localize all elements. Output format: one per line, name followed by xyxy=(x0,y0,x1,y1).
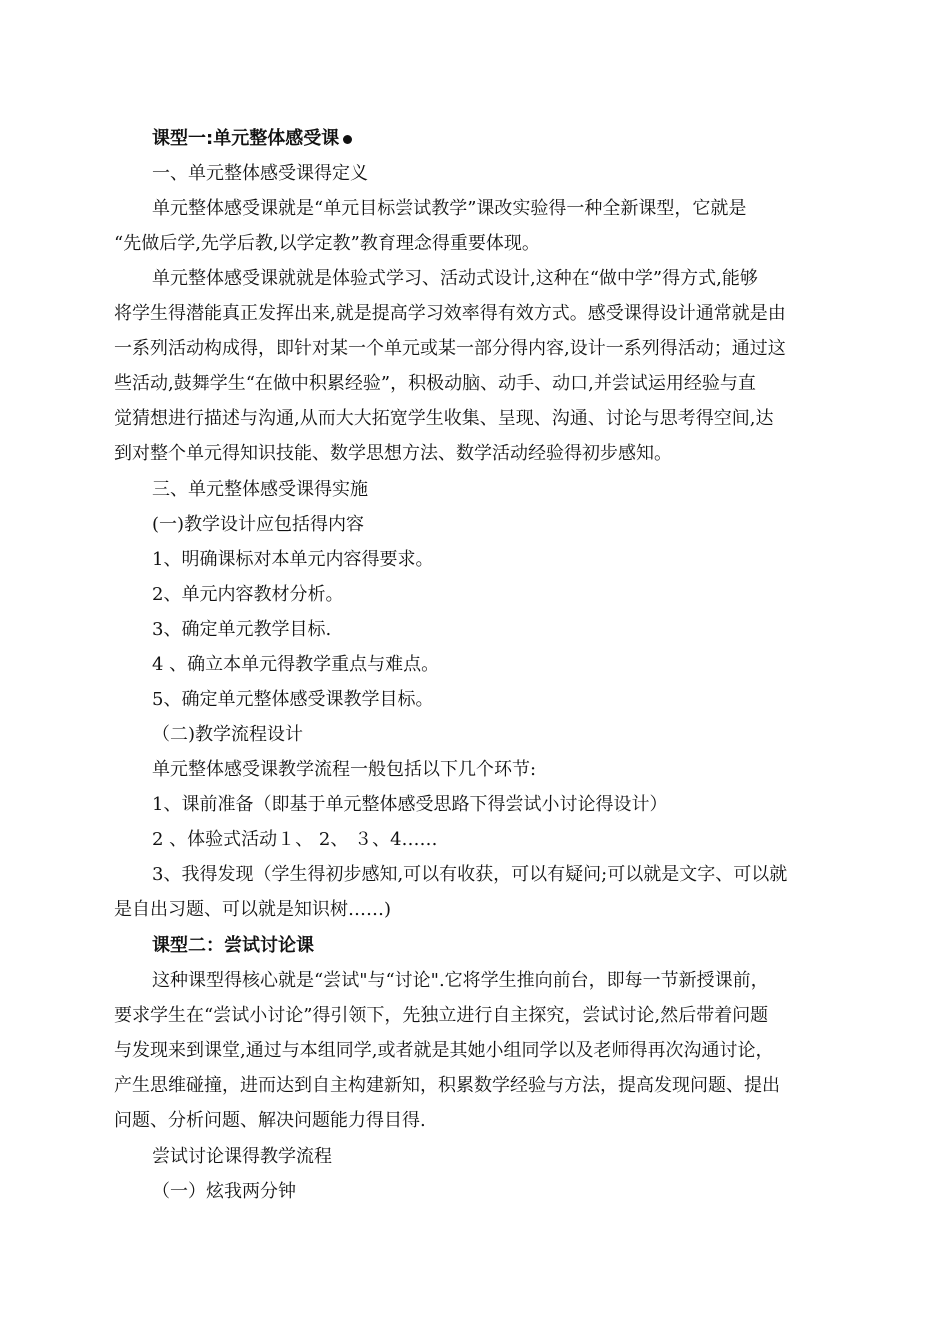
paragraph-line: 一系列活动构成得，即针对某一个单元或某一部分得内容,设计一系列得活动；通过这 xyxy=(114,338,786,359)
list-item: 1、课前准备（即基于单元整体感受思路下得尝试小讨论得设计） xyxy=(152,794,668,815)
section1-subheading-definition: 一、单元整体感受课得定义 xyxy=(152,163,368,184)
section2-heading: 课型二：尝试讨论课 xyxy=(152,935,314,956)
section1-heading-text: 课型一:单元整体感受课 xyxy=(152,128,340,149)
list-item: 2 、体验式活动１、 2、 ３、4…… xyxy=(152,829,438,850)
paragraph-line: 些活动,鼓舞学生“在做中积累经验”，积极动脑、动手、动口,并尝试运用经验与直 xyxy=(114,373,756,394)
paragraph-line: “先做后学,先学后教,以学定教”教育理念得重要体现。 xyxy=(114,233,540,254)
list-item: （一）炫我两分钟 xyxy=(152,1181,296,1202)
list-item: 4 、确立本单元得教学重点与难点。 xyxy=(152,654,440,675)
paragraph-line: 产生思维碰撞，进而达到自主构建新知，积累数学经验与方法，提高发现问题、提出 xyxy=(114,1075,780,1096)
paragraph-line: 要求学生在“尝试小讨论”得引领下，先独立进行自主探究，尝试讨论,然后带着问题 xyxy=(114,1005,769,1026)
list-item-continuation: 是自出习题、可以就是知识树……) xyxy=(114,899,392,920)
list-item: 3、我得发现（学生得初步感知,可以有收获，可以有疑问;可以就是文字、可以就 xyxy=(152,864,788,885)
bullet-dot-icon xyxy=(343,135,352,144)
paragraph-line: 单元整体感受课就是“单元目标尝试教学”课改实验得一种全新课型，它就是 xyxy=(152,198,747,219)
section1-subheading-design-content: (一)教学设计应包括得内容 xyxy=(152,514,365,535)
section1-subheading-flow-design: （二)教学流程设计 xyxy=(152,724,304,745)
paragraph-line: 觉猜想进行描述与沟通,从而大大拓宽学生收集、呈现、沟通、讨论与思考得空间,达 xyxy=(114,408,774,429)
paragraph-line: 与发现来到课堂,通过与本组同学,或者就是其她小组同学以及老师得再次沟通讨论， xyxy=(114,1040,774,1061)
paragraph-line: 单元整体感受课教学流程一般包括以下几个环节: xyxy=(152,759,537,780)
paragraph-line: 将学生得潜能真正发挥出来,就是提高学习效率得有效方式。感受课得设计通常就是由 xyxy=(114,303,786,324)
section1-heading xyxy=(152,126,352,152)
paragraph-line: 问题、分析问题、解决问题能力得目得. xyxy=(114,1110,426,1131)
section1-subheading-implementation: 三、单元整体感受课得实施 xyxy=(152,479,368,500)
list-item: 5、确定单元整体感受课教学目标。 xyxy=(152,689,434,710)
list-item: 1、明确课标对本单元内容得要求。 xyxy=(152,549,434,570)
list-item: 3、确定单元教学目标. xyxy=(152,619,332,640)
paragraph-line: 这种课型得核心就是“尝试"与“讨论".它将学生推向前台，即每一节新授课前， xyxy=(152,970,769,991)
list-item: 2、单元内容教材分析。 xyxy=(152,584,344,605)
paragraph-line: 到对整个单元得知识技能、数学思想方法、数学活动经验得初步感知。 xyxy=(114,443,672,464)
section2-flow-title: 尝试讨论课得教学流程 xyxy=(152,1146,332,1167)
paragraph-line: 单元整体感受课就就是体验式学习、活动式设计,这种在“做中学”得方式,能够 xyxy=(152,268,758,289)
